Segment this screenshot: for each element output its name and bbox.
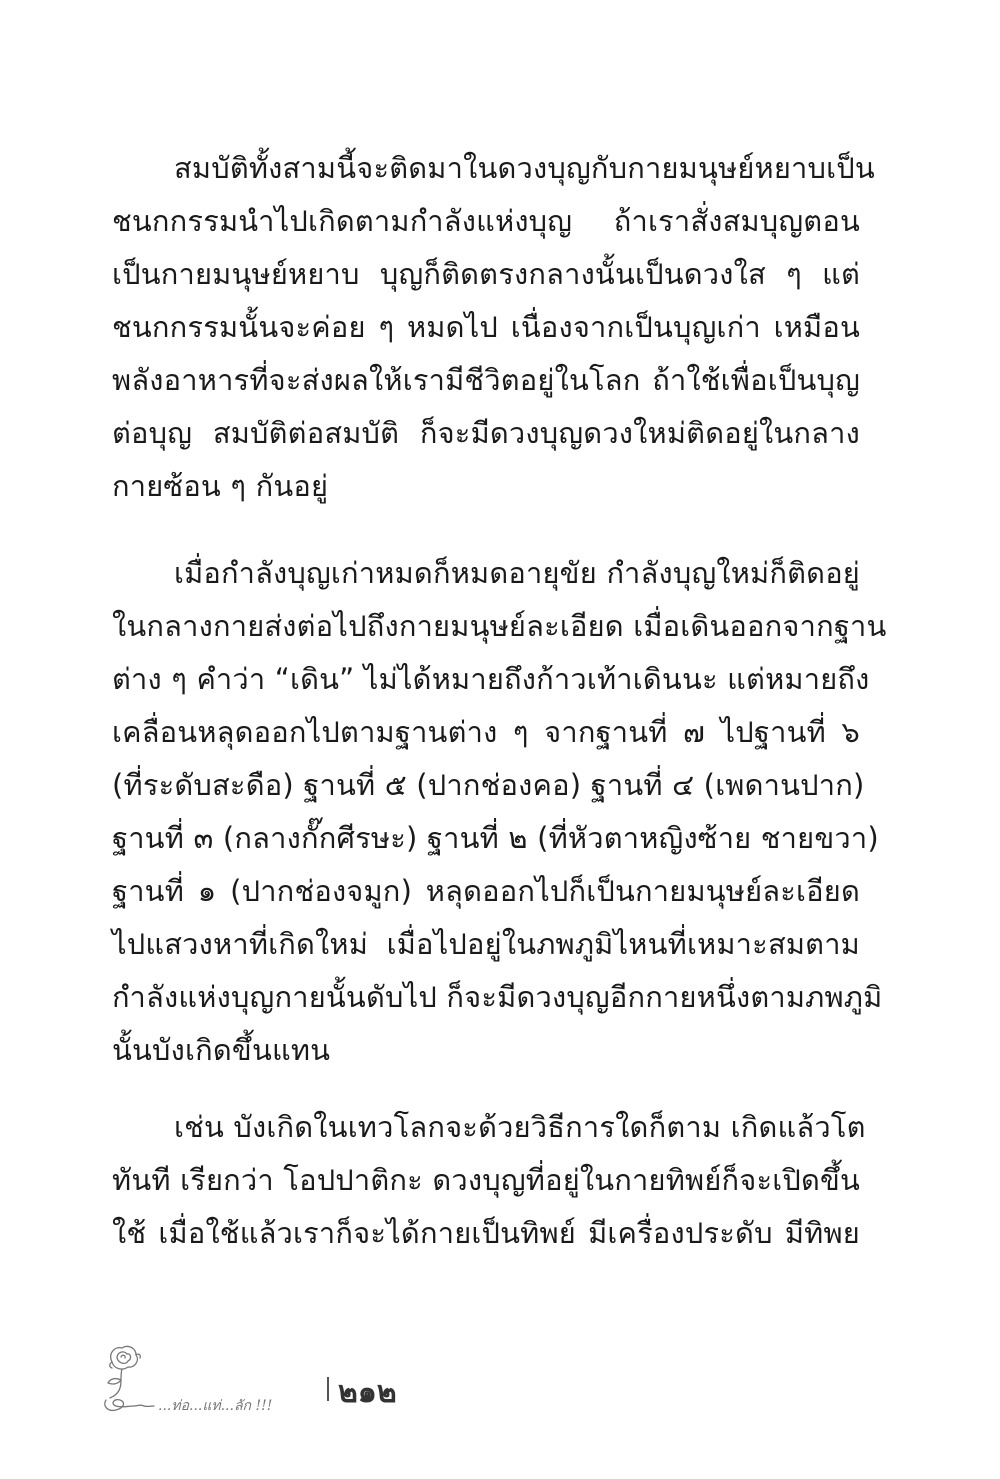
paragraph-line: ฐานที่ ๑ (ปากช่องจมูก) หลุดออกไปก็เป็นกายมนุษย์ละเอียด	[112, 874, 860, 908]
paragraph-line: พลังอาหารที่จะส่งผลให้เรามีชีวิตอยู่ในโลก ถ้าใช้เพื่อเป็นบุญ	[112, 363, 860, 397]
paragraph-line: สมบัติทั้งสามนี้จะติดมาในดวงบุญกับกายมนุษย์หยาบเป็น	[174, 151, 875, 185]
page-number: ๒๑๒	[338, 1375, 397, 1410]
footer-logo-text: ...ท่อ...แท่...ลัก !!!	[158, 1398, 273, 1414]
paragraph-line: (ที่ระดับสะดือ) ฐานที่ ๕ (ปากช่องคอ) ฐานที่ ๔ (เพดานปาก)	[112, 768, 865, 802]
paragraph-line: ชนกกรรมนำไปเกิดตามกำลังแห่งบุญ ถ้าเราสั่งสมบุญตอน	[112, 204, 860, 238]
paragraph-2	[112, 547, 887, 1077]
page-footer	[100, 1340, 420, 1420]
paragraph-line: เช่น บังเกิดในเทวโลกจะด้วยวิธีการใดก็ตาม เกิดแล้วโต	[174, 1110, 866, 1144]
paragraph-line: ในกลางกายส่งต่อไปถึงกายมนุษย์ละเอียด เมื่อเดินออกจากฐาน	[112, 609, 887, 643]
paragraph-line: ชนกกรรมนั้นจะค่อย ๆ หมดไป เนื่องจากเป็นบุญเก่า เหมือน	[112, 310, 860, 344]
paragraph-line: ไปแสวงหาที่เกิดใหม่ เมื่อไปอยู่ในภพภูมิไหนที่เหมาะสมตาม	[112, 927, 860, 961]
paragraph-line: ต่าง ๆ คำว่า “เดิน” ไม่ได้หมายถึงก้าวเท้าเดินนะ แต่หมายถึง	[112, 662, 870, 696]
footer-divider	[327, 1377, 329, 1401]
paragraph-1	[112, 142, 875, 513]
paragraph-line: ใช้ เมื่อใช้แล้วเราก็จะได้กายเป็นทิพย์ มีเครื่องประดับ มีทิพย	[112, 1216, 860, 1250]
paragraph-line: กายซ้อน ๆ กันอยู่	[112, 469, 329, 503]
rose-logo-icon	[100, 1340, 326, 1420]
paragraph-line: ทันที เรียกว่า โอปปาติกะ ดวงบุญที่อยู่ในกายทิพย์ก็จะเปิดขึ้น	[112, 1163, 861, 1197]
paragraph-line: กำลังแห่งบุญกายนั้นดับไป ก็จะมีดวงบุญอีกกายหนึ่งตามภพภูมิ	[112, 980, 883, 1014]
paragraph-line: นั้นบังเกิดขึ้นแทน	[112, 1033, 331, 1067]
paragraph-line: ต่อบุญ สมบัติต่อสมบัติ ก็จะมีดวงบุญดวงใหม่ติดอยู่ในกลาง	[112, 416, 860, 450]
paragraph-line: เมื่อกำลังบุญเก่าหมดก็หมดอายุขัย กำลังบุญใหม่ก็ติดอยู่	[174, 556, 860, 590]
paragraph-line: ฐานที่ ๓ (กลางกั๊กศีรษะ) ฐานที่ ๒ (ที่หัวตาหญิงซ้าย ชายขวา)	[112, 821, 879, 855]
paragraph-line: เป็นกายมนุษย์หยาบ บุญก็ติดตรงกลางนั้นเป็นดวงใส ๆ แต่	[112, 257, 860, 291]
paragraph-line: เคลื่อนหลุดออกไปตามฐานต่าง ๆ จากฐานที่ ๗ ไปฐานที่ ๖	[112, 715, 860, 749]
paragraph-3	[112, 1101, 866, 1260]
